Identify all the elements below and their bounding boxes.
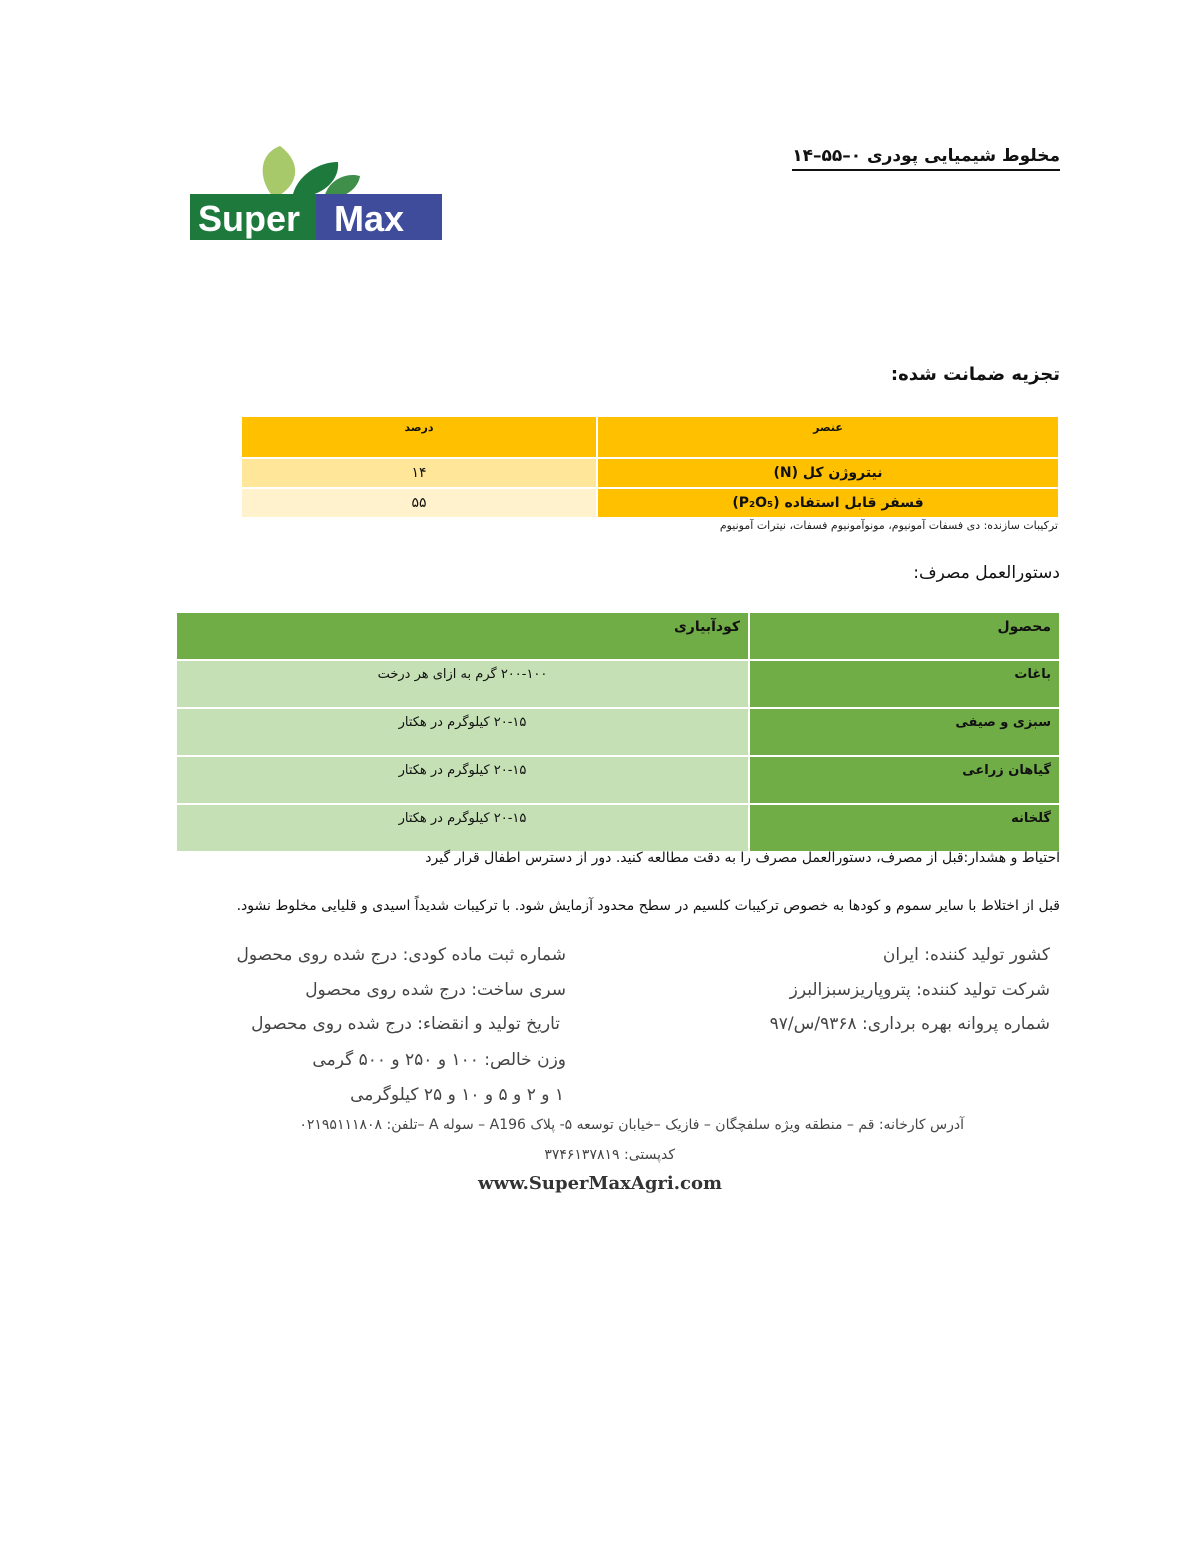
element-cell: فسفر قابل استفاده (P₂O₅) [597, 488, 1059, 518]
table-header-row [241, 416, 1059, 458]
crop-cell: گلخانه [749, 804, 1060, 852]
table-row [176, 708, 1060, 756]
country-of-origin: کشور تولید کننده: ایران [882, 945, 1050, 965]
table-row [241, 488, 1059, 518]
logo-graphic [188, 140, 446, 248]
logo-text-max: Max [334, 198, 405, 239]
rate-cell: ۲۰-۱۵ کیلوگرم در هکتار [176, 804, 749, 852]
mixing-warning-text: قبل از اختلاط با سایر سموم و کودها به خصوص ترکیبات کلسیم در سطح محدود آزمایش شود. با ترکیبات شدیداً اسیدی و قلیایی مخلوط نشود. [236, 898, 1060, 914]
website-link[interactable]: www.SuperMaxAgri.com [477, 1173, 723, 1194]
rate-cell: ۲۰۰-۱۰۰ گرم به ازای هر درخت [176, 660, 749, 708]
percent-cell: ۵۵ [241, 488, 597, 518]
document-title: مخلوط شیمیایی پودری ۰–۵۵–۱۴ [792, 146, 1060, 171]
caution-warning-text: احتیاط و هشدار:قبل از مصرف، دستورالعمل مصرف را به دقت مطالعه کنید. دور از دسترس اطفال قرار گیرد [425, 850, 1060, 866]
guaranteed-analysis-heading: تجزیه ضمانت شده: [890, 364, 1060, 385]
guaranteed-analysis-table [240, 415, 1060, 519]
rate-cell: ۲۰-۱۵ کیلوگرم در هکتار [176, 708, 749, 756]
header-element: عنصر [597, 416, 1059, 458]
usage-instructions-table [175, 611, 1061, 853]
crop-cell: باغات [749, 660, 1060, 708]
factory-address: آدرس کارخانه: قم – منطقه ویژه سلفچگان – فازیک –خیابان توسعه ۵- پلاک A196 – سوله A –تلفن: ۰۲۱۹۵۱۱۱۸۰۸ [299, 1117, 964, 1133]
registration-number: شماره ثبت ماده کودی: درج شده روی محصول [236, 945, 566, 965]
ingredients-note: ترکیبات سازنده: دی فسفات آمونیوم، مونوآمونیوم فسفات، نیترات آمونیوم [719, 519, 1058, 532]
batch-number: سری ساخت: درج شده روی محصول [305, 980, 566, 1000]
table-row [241, 458, 1059, 488]
rate-cell: ۲۰-۱۵ کیلوگرم در هکتار [176, 756, 749, 804]
header-rate: کودآبیاری [176, 612, 749, 660]
crop-cell: گیاهان زراعی [749, 756, 1060, 804]
table-header-row [176, 612, 1060, 660]
net-weight-kg: ۱ و ۲ و ۵ و ۱۰ و ۲۵ کیلوگرمی [350, 1085, 564, 1105]
license-number: شماره پروانه بهره برداری: ۹۳۶۸/س/۹۷ [769, 1014, 1050, 1034]
header-percent: درصد [241, 416, 597, 458]
crop-cell: سبزی و صیفی [749, 708, 1060, 756]
usage-instructions-heading: دستورالعمل مصرف: [913, 563, 1060, 583]
logo-text-super: Super [198, 198, 301, 239]
table-row [176, 804, 1060, 852]
table-row [176, 660, 1060, 708]
manufacturer: شرکت تولید کننده: پتروپاریزسبزالبرز [789, 980, 1050, 1000]
supermax-logo [188, 140, 446, 248]
header-crop: محصول [749, 612, 1060, 660]
logo-leaf-light-icon [263, 146, 295, 198]
net-weight: وزن خالص: ۱۰۰ و ۲۵۰ و ۵۰۰ گرمی [312, 1050, 566, 1070]
percent-cell: ۱۴ [241, 458, 597, 488]
postal-code: کدپستی: ۳۷۴۶۱۳۷۸۱۹ [544, 1147, 675, 1163]
production-expiry-date: تاریخ تولید و انقضاء: درج شده روی محصول [251, 1014, 560, 1034]
element-cell: نیتروژن کل (N) [597, 458, 1059, 488]
table-row [176, 756, 1060, 804]
